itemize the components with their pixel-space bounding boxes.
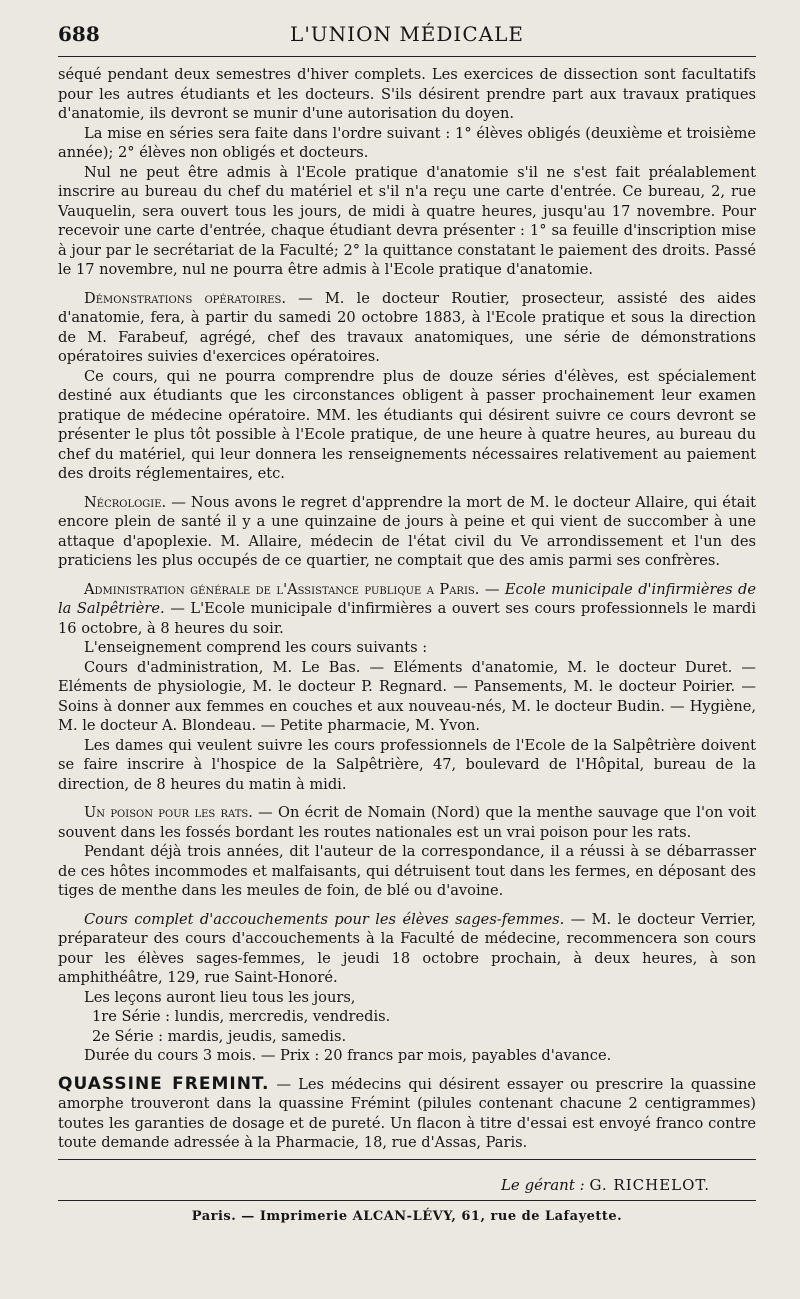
section-heading: Nécrologie.: [84, 493, 167, 511]
paragraph-necrologie: [58, 493, 756, 571]
paragraph-poison: [58, 803, 756, 842]
italic-title: Cours complet d'accouchements pour les élèves sages-femmes.: [84, 910, 565, 928]
gerant-signature: [58, 1176, 756, 1194]
paragraph: Nul ne peut être admis à l'Ecole pratique d'anatomie s'il ne s'est fait préalablement inscrire au bureau du chef du matériel et s'il n'a reçu une carte d'entrée. Ce bureau, 2, rue Vauquelin, sera ouvert tous les jours, de midi à quatre heures, jusqu'au 17 novembre. Pour recevoir une carte d'entrée, chaque étudiant devra présenter : 1° sa feuille d'inscription mise à jour par le secrétariat de la Faculté; 2° la quittance constatant le paiement des droits. Passé le 17 novembre, nul ne pourra être admis à l'Ecole pratique d'anatomie.: [58, 163, 756, 278]
paragraph: Durée du cours 3 mois. — Prix : 20 francs par mois, payables d'avance.: [84, 1047, 612, 1064]
paragraph-text: — On écrit de Nomain (Nord) que la menthe sauvage que l'on voit souvent dans les fossés bordant les routes nationales est un vrai poison pour les rats.: [58, 804, 756, 841]
paragraph: Ce cours, qui ne pourra comprendre plus de douze séries d'élèves, est spécialement destiné aux étudiants que les circonstances obligent à passer prochainement leur examen pratique de médecine opératoire. MM. les étudiants qui désirent suivre ce cours devront se présenter le plus tôt possible à l'Ecole pratique, de une heure à quatre heures, au bureau du chef du matériel, qui leur donnera les renseignements nécessaires relativement au paiement des droits réglementaires, etc.: [58, 367, 756, 482]
list-item: 1re Série : lundis, mercredis, vendredis.: [92, 1008, 391, 1025]
footer-rule-bottom: [58, 1200, 756, 1201]
paragraph-quassine: [58, 1075, 756, 1153]
paragraph: Les dames qui veulent suivre les cours professionnels de l'Ecole de la Salpêtrière doivent se faire inscrire à l'hospice de la Salpêtrière, 47, boulevard de l'Hôpital, bureau de la direction, de 8 heures du matin à midi.: [58, 736, 756, 793]
paragraph-course-list: Cours d'administration, M. Le Bas. — Eléments d'anatomie, M. le docteur Duret. — Eléments de physiologie, M. le docteur P. Regnard. — Pansements, M. le docteur Poirier. — Soins à donner aux femmes en couches et aux nouveau-nés, M. le docteur Budin. — Hygiène, M. le docteur A. Blondeau. — Petite pharmacie, M. Yvon.: [58, 658, 756, 734]
gerant-name: G. RICHELOT.: [589, 1175, 710, 1194]
section-heading: Un poison pour les rats.: [84, 804, 253, 821]
paragraph-text: — L'Ecole municipale d'infirmières a ouvert ses cours professionnels le mardi 16 octobre, à 8 heures du soir.: [58, 600, 757, 637]
page-header: [58, 22, 756, 52]
advert-heading: QUASSINE FREMINT.: [58, 1073, 270, 1094]
series-list: [58, 1007, 756, 1046]
paragraph-text: — Nous avons le regret d'apprendre la mort de M. le docteur Allaire, qui était encore plein de santé il y a une quinzaine de jours à peine et qui vient de succomber à une attaque d'apoplexie. M. Allaire, médecin de l'état civil du Ve arrondissement et l'un des praticiens les plus occupés de ce quartier, ne comptait que des amis parmi ses confrères.: [58, 493, 756, 569]
body-text: [58, 65, 756, 1153]
italic-title: Ecole municipale d'infirmières de la Salpêtrière.: [58, 580, 757, 617]
paragraph: L'enseignement comprend les cours suivants :: [84, 639, 428, 656]
paragraph-text: — M. le docteur Routier, prosecteur, assisté des aides d'anatomie, fera, à partir du samedi 20 octobre 1883, à l'Ecole pratique et sous la direction de M. Farabeuf, agrégé, chef des travaux anatomiques, une série de démonstrations opératoires suivies d'exercices opératoires.: [58, 289, 756, 365]
header-rule: [58, 56, 756, 57]
footer-rule: [58, 1159, 756, 1160]
paragraph-text: — M. le docteur Verrier, préparateur des cours d'accouchements à la Faculté de médecine, recommencera son cours pour les élèves sages-femmes, le jeudi 18 octobre prochain, à deux heures, à son amphithéâtre, 129, rue Saint-Honoré.: [58, 910, 756, 986]
running-title: L'UNION MÉDICALE: [290, 22, 524, 46]
gerant-label: Le gérant :: [500, 1175, 590, 1194]
list-item: 2e Série : mardis, jeudis, samedis.: [92, 1027, 347, 1045]
dash: —: [479, 580, 505, 598]
paragraph: Les leçons auront lieu tous les jours,: [84, 988, 356, 1006]
paragraph-text: — Les médecins qui désirent essayer ou prescrire la quassine amorphe trouveront dans la quassine Frémint (pilules contenant chacune 2 centigrammes) toutes les garanties de dosage et de pureté. Un flacon à titre d'essai est envoyé franco contre toute demande adressée à la Pharmacie, 18, rue d'Assas, Paris.: [58, 1075, 756, 1151]
paragraph-accouchements: [58, 910, 756, 988]
paragraph: Pendant déjà trois années, dit l'auteur de la correspondance, il a réussi à se débarrasser de ces hôtes incommodes et malfaisants, qui détruisent tout dans les fermes, en déposant des tiges de menthe dans les meules de foin, de blé ou d'avoine.: [58, 843, 756, 899]
paragraph: La mise en séries sera faite dans l'ordre suivant : 1° élèves obligés (deuxième et troisième année); 2° élèves non obligés et docteurs.: [58, 124, 756, 161]
paragraph-assistance: [58, 580, 756, 639]
paragraph: séqué pendant deux semestres d'hiver complets. Les exercices de dissection sont facultatifs pour les autres étudiants et les docteurs. S'ils désirent prendre part aux travaux pratiques d'anatomie, ils devront se munir d'une autorisation du doyen.: [58, 66, 756, 122]
paragraph-demonstrations: [58, 289, 756, 367]
section-heading: Administration générale de l'Assistance publique a Paris.: [84, 580, 480, 598]
printer-imprint: Paris. — Imprimerie ALCAN-LÉVY, 61, rue de Lafayette.: [191, 1208, 623, 1224]
section-heading: Démonstrations opératoires.: [84, 289, 287, 307]
page-number: 688: [58, 22, 100, 46]
